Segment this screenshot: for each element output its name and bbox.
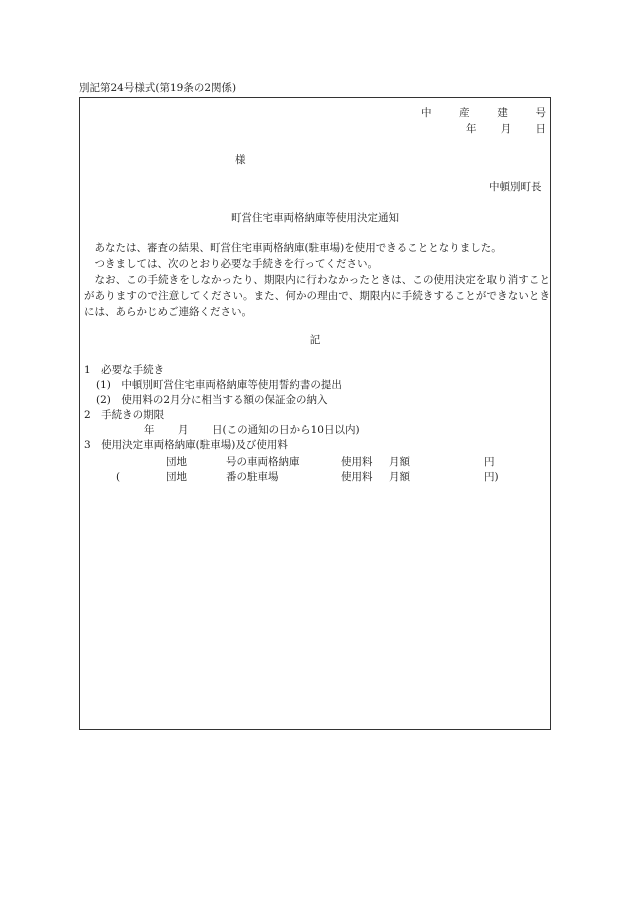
date-day: 日	[535, 123, 546, 135]
deadline-month: 月	[178, 424, 189, 436]
row1-monthly: 月額	[389, 456, 410, 468]
item1-sub2: (2) 使用料の2月分に相当する額の保証金の納入	[96, 394, 328, 406]
row1-fee-label: 使用料	[341, 456, 373, 468]
number-char-ken: 建	[497, 107, 508, 119]
number-char-naka: 中	[421, 107, 432, 119]
item2-heading: 2 手続きの期限	[84, 409, 165, 421]
addressee-suffix: 様	[235, 154, 246, 166]
row2-yen: 円)	[484, 471, 499, 483]
item1-sub1: (1) 中頓別町営住宅車両格納庫等使用誓約書の提出	[96, 379, 342, 391]
row2-danchi: 団地	[166, 471, 187, 483]
issuer-name: 中頓別町長	[489, 181, 542, 193]
date-year: 年	[466, 123, 477, 135]
body-paragraph-2: つきましては、次のとおり必要な手続きを行ってください。	[94, 258, 378, 270]
row2-unit: 番の駐車場	[226, 471, 279, 483]
row2-monthly: 月額	[389, 471, 410, 483]
row2-fee-label: 使用料	[341, 471, 373, 483]
item3-heading: 3 使用決定車両格納庫(駐車場)及び使用料	[84, 439, 288, 451]
item1-heading: 1 必要な手続き	[84, 364, 165, 376]
number-char-san: 産	[459, 107, 470, 119]
body-paragraph-3: なお、この手続きをしなかったり、期限内に行わなかったときは、この使用決定を取り消すことがありますので注意してください。また、何かの理由で、期限内に手続きすることができないときには、あらかじめご連絡ください。	[84, 274, 550, 318]
issue-date-line	[466, 122, 546, 136]
row1-yen: 円	[484, 456, 495, 468]
number-char-go: 号	[535, 107, 546, 119]
row2-open-paren: (	[116, 471, 121, 483]
row1-unit: 号の車両格納庫	[226, 456, 300, 468]
row1-danchi: 団地	[166, 456, 187, 468]
deadline-year: 年	[144, 424, 155, 436]
body-paragraph-1: あなたは、審査の結果、町営住宅車両格納庫(駐車場)を使用できることとなりました。	[94, 242, 502, 254]
document-title: 町営住宅車両格納庫等使用決定通知	[231, 212, 399, 224]
ki-heading: 記	[309, 334, 321, 346]
deadline-day-note: 日(この通知の日から10日以内)	[212, 424, 360, 436]
document-number-line	[421, 106, 546, 120]
date-month: 月	[500, 123, 512, 135]
form-label: 別記第24号様式(第19条の2関係)	[79, 82, 237, 94]
body-text	[84, 240, 550, 320]
